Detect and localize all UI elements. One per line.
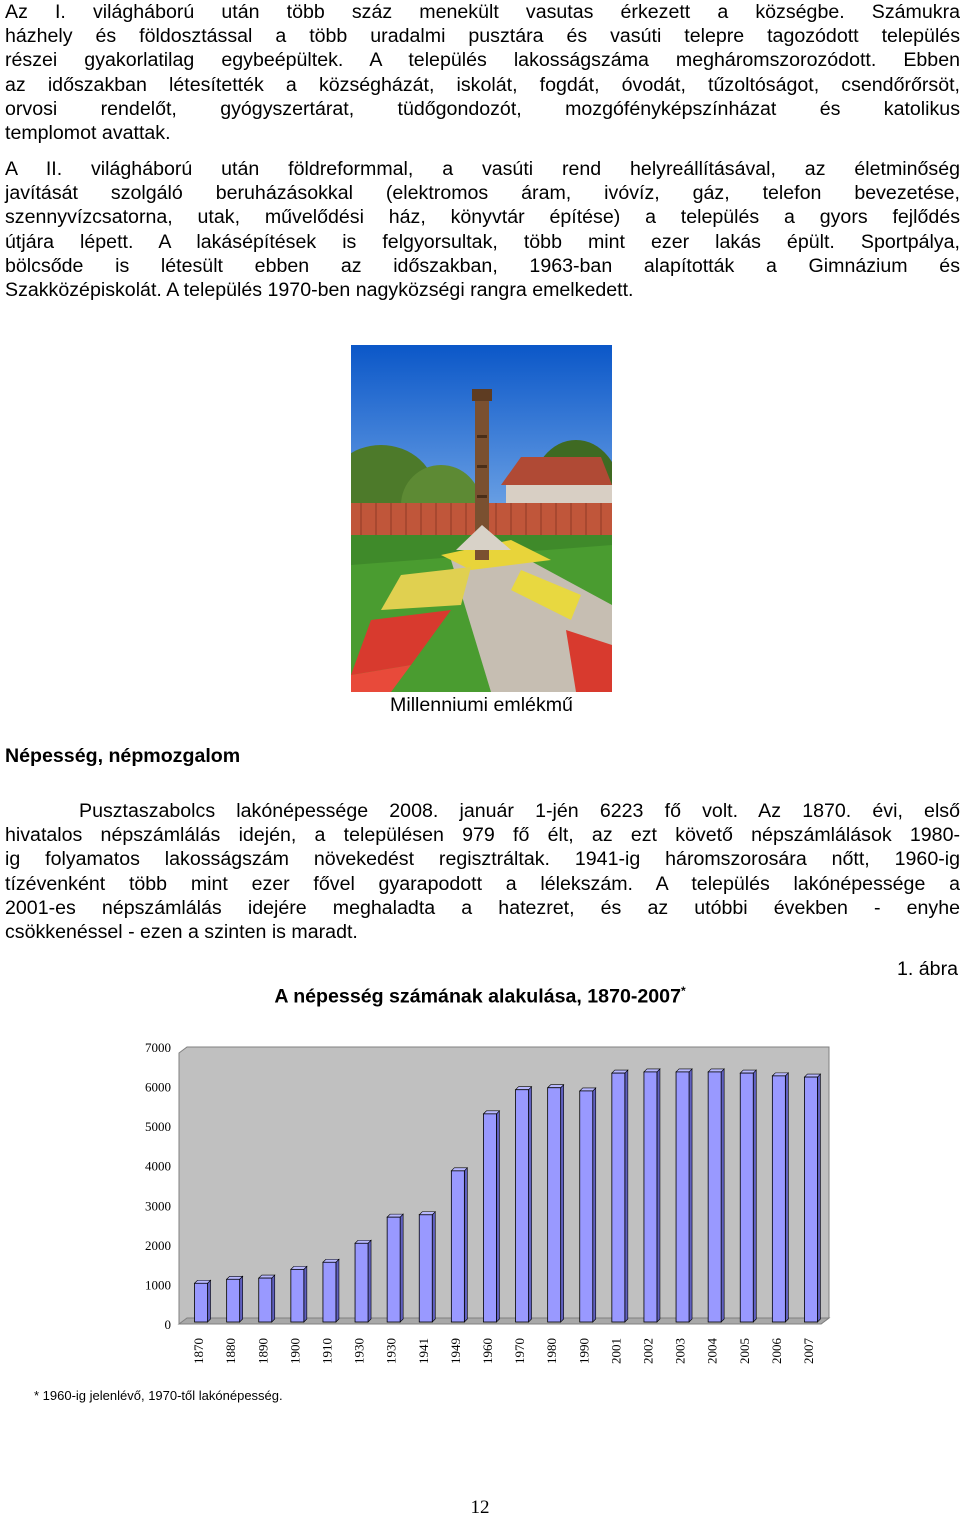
chart-title-text: A népesség számának alakulása, 1870-2007 [274,985,681,1008]
bar-side [625,1070,628,1322]
y-tick-label: 1000 [145,1277,171,1293]
bar [772,1076,785,1322]
bar-top [419,1212,435,1215]
chart-title-marker: * [680,984,686,998]
bar [291,1269,304,1322]
x-tick-label: 2001 [608,1338,624,1364]
bar-top [772,1073,788,1076]
x-tick-label: 1960 [479,1338,495,1364]
bar-side [689,1069,692,1322]
text-line: Az I. világháború után több száz menekült vasutas érkezett a községbe. Számukra [5,1,960,23]
bar [612,1073,625,1322]
bar-top [612,1070,628,1073]
x-tick-label: 1880 [223,1338,239,1364]
section-heading: Népesség, népmozgalom [5,745,241,767]
x-tick-label: 1949 [447,1338,463,1364]
text-line: útjára lépett. A lakásépítések is felgyorsultak, több mint ezer lakás épült. Sportpálya, [5,230,960,253]
bar [195,1283,208,1322]
bar-side [753,1070,756,1322]
x-tick-label: 1890 [255,1338,271,1364]
bar-side [208,1280,211,1322]
bar-side [721,1069,724,1322]
text-line: ig folyamatos lakosságszám növekedést regisztráltak. 1941-ig háromszorosára nőtt, 1960-ig [5,848,960,871]
text-line: Pusztaszabolcs lakónépessége 2008. január 1-jén 6223 fő volt. Az 1870. évi, első [79,800,960,822]
plot-floor [179,1318,829,1324]
bar [708,1072,721,1322]
bar [548,1088,561,1322]
page-number: 12 [470,1497,490,1518]
x-tick-label: 1910 [319,1338,335,1364]
text-line: szennyvízcsatorna, utak, művelődési ház, könyvtár építése) a település a gyors fejlődés [5,206,960,229]
bar-side [561,1085,564,1322]
bar-top [580,1088,596,1091]
y-tick-label: 3000 [145,1198,171,1214]
bar-side [496,1111,499,1322]
bar-top [195,1280,211,1283]
x-tick-label: 1930 [383,1338,399,1364]
bar-top [227,1276,243,1279]
x-tick-label: 1900 [287,1338,303,1364]
text-line: csökkenéssel - ezen a szinten is maradt. [5,921,358,944]
bar-top [483,1111,499,1114]
bar [516,1090,529,1322]
y-tick-label: 0 [164,1317,171,1332]
bar [259,1278,272,1322]
y-tick-label: 6000 [145,1079,171,1095]
bar-side [593,1088,596,1322]
text-line: tízévenként több mint ezer fővel gyarapodott a lélekszám. A település lakónépessége a [5,872,960,895]
bar-top [804,1074,820,1077]
bar-top [355,1240,371,1243]
intro-paragraph-1 [5,0,960,145]
text-line: bölcsőde is létesült ebben az időszakban, 1963-ban alapították a Gimnázium és [5,254,960,277]
bar-top [676,1069,692,1072]
x-tick-label: 2006 [768,1338,784,1364]
x-tick-label: 2004 [704,1338,720,1364]
photo-caption: Millenniumi emlékmű [390,694,573,716]
bar-side [400,1214,403,1322]
text-line: orvosi rendelőt, gyógyszertárat, tüdőgondozót, mozgófényképszínházat és katolikus [5,97,960,120]
population-paragraph [5,799,960,944]
plot-area [179,1047,829,1324]
x-tick-label: 1970 [512,1338,528,1364]
x-tick-label: 2002 [640,1338,656,1364]
bar [580,1091,593,1322]
bar-side [817,1074,820,1322]
bar-top [548,1085,564,1088]
bar [355,1243,368,1322]
bar [451,1171,464,1322]
intro-paragraph-2 [5,157,960,302]
bar-side [464,1168,467,1322]
figure-label: 1. ábra [896,958,958,980]
chart-footnote: * 1960-ig jelenlévő, 1970-től lakónépesség. [34,1388,283,1403]
bar-side [240,1276,243,1322]
text-line: részei gyakorlatilag egybeépültek. A település lakosságszáma megháromszorozódott. Ebben [5,49,960,72]
y-tick-label: 7000 [145,1040,171,1055]
x-tick-label: 1980 [544,1338,560,1364]
bar-side [432,1212,435,1322]
bar-top [740,1070,756,1073]
x-tick-label: 1870 [191,1338,207,1364]
bar [676,1072,689,1322]
bar-top [387,1214,403,1217]
text-line: javítását szolgáló beruházásokkal (elektromos áram, ivóvíz, gáz, telefon bevezetése, [5,182,960,205]
bar [419,1215,432,1322]
bar-side [368,1240,371,1322]
bar [804,1077,817,1322]
bar-top [291,1266,307,1269]
text-line: Szakközépiskolát. A település 1970-ben nagyközségi rangra emelkedett. [5,279,634,302]
population-bar-chart [0,1020,960,1380]
bar [227,1279,240,1322]
bar-top [708,1069,724,1072]
y-tick-label: 4000 [145,1158,171,1174]
text-line: az időszakban létesítették a községházát, iskolát, fogdát, óvodát, tűzoltóságot, csendőrőrsöt, [5,73,960,96]
bar-side [272,1275,275,1322]
bar-side [304,1266,307,1322]
text-line: A II. világháború után földreformmal, a vasúti rend helyreállításával, az életminőség [5,158,960,180]
text-line: házhely és földosztással a több uradalmi pusztára és vasúti telepre tagozódott település [5,25,960,48]
x-tick-label: 1990 [576,1338,592,1364]
text-line: templomot avattak. [5,122,171,145]
bar-top [451,1168,467,1171]
bar [323,1262,336,1322]
bar [483,1114,496,1322]
x-tick-label: 1941 [415,1338,431,1364]
x-tick-label: 2007 [800,1338,816,1364]
bar-top [516,1087,532,1090]
bar [740,1073,753,1322]
bar [387,1217,400,1322]
bar-top [644,1069,660,1072]
bar-side [529,1087,532,1322]
text-line: hivatalos népszámlálás idején, a településen 979 fő élt, az ezt követő népszámlálások 1980- [5,824,960,847]
bar-side [657,1069,660,1322]
bar-top [323,1259,339,1262]
bar-top [259,1275,275,1278]
bar [644,1072,657,1322]
bar-side [785,1073,788,1322]
text-line: 2001-es népszámlálás idejére meghaladta a hatezret, és az utóbbi években - enyhe [5,896,960,919]
x-tick-label: 2003 [672,1338,688,1364]
x-tick-label: 1930 [351,1338,367,1364]
x-tick-label: 2005 [736,1338,752,1364]
bar-side [336,1259,339,1322]
chart-title [0,984,960,1009]
y-tick-label: 2000 [145,1237,171,1253]
millennium-monument-photo [351,345,612,692]
y-tick-label: 5000 [145,1119,171,1135]
